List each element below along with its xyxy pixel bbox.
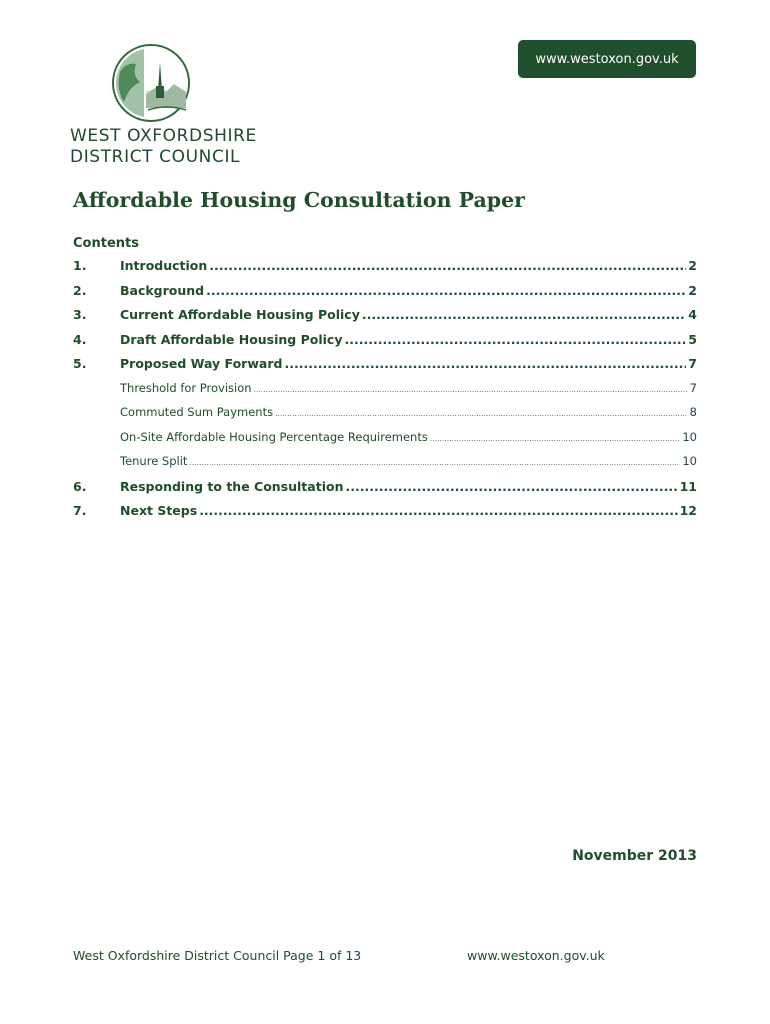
toc-dot-leader xyxy=(275,410,688,418)
toc-entry[interactable] xyxy=(73,283,697,308)
toc-entry-page-number: 12 xyxy=(679,503,697,518)
contents-heading: Contents xyxy=(73,236,139,251)
toc-entry[interactable] xyxy=(73,430,697,455)
toc-entry[interactable] xyxy=(73,307,697,332)
table-of-contents xyxy=(73,258,697,528)
toc-entry-title: Next Steps xyxy=(120,503,198,518)
toc-dot-leader xyxy=(345,332,687,347)
council-logo xyxy=(70,42,257,172)
toc-dot-leader xyxy=(206,283,686,298)
toc-entry-title: Threshold for Provision xyxy=(120,380,252,395)
toc-entry-title: Proposed Way Forward xyxy=(120,356,283,371)
toc-entry[interactable] xyxy=(73,405,697,430)
footer-website-link[interactable]: www.westoxon.gov.uk xyxy=(467,948,605,963)
toc-entry-number: 7. xyxy=(73,503,87,518)
toc-entry-page-number: 5 xyxy=(688,331,697,347)
toc-entry-title: Draft Affordable Housing Policy xyxy=(120,331,343,347)
toc-entry-page-number: 2 xyxy=(688,258,697,273)
toc-entry-number: 5. xyxy=(73,356,87,371)
toc-entry[interactable] xyxy=(73,332,697,357)
toc-entry[interactable] xyxy=(73,381,697,406)
toc-entry-number: 1. xyxy=(73,258,87,273)
toc-entry-number: 6. xyxy=(73,478,87,494)
toc-entry-page-number: 7 xyxy=(689,380,697,395)
toc-entry-title: Current Affordable Housing Policy xyxy=(120,307,360,322)
website-badge[interactable]: www.westoxon.gov.uk xyxy=(518,40,696,78)
toc-entry-page-number: 4 xyxy=(688,307,697,322)
toc-entry-number: 4. xyxy=(73,331,87,347)
toc-entry-number: 3. xyxy=(73,307,87,322)
toc-entry-page-number: 7 xyxy=(688,356,697,371)
toc-entry-page-number: 8 xyxy=(689,405,697,419)
toc-entry-title: Commuted Sum Payments xyxy=(120,405,274,419)
footer-page-info: West Oxfordshire District Council Page 1 of 13 xyxy=(73,948,362,963)
toc-entry-title: On-Site Affordable Housing Percentage Requirements xyxy=(120,429,428,444)
toc-dot-leader xyxy=(284,356,686,371)
toc-dot-leader xyxy=(189,459,680,467)
toc-dot-leader xyxy=(345,479,677,494)
toc-entry[interactable] xyxy=(73,356,697,381)
document-date: November 2013 xyxy=(572,848,697,864)
toc-dot-leader xyxy=(209,258,686,273)
toc-entry-title: Introduction xyxy=(120,258,208,273)
toc-entry[interactable] xyxy=(73,503,697,528)
document-title: Affordable Housing Consultation Paper xyxy=(73,188,525,212)
toc-entry[interactable] xyxy=(73,258,697,283)
toc-entry-title: Background xyxy=(120,282,205,298)
toc-entry-page-number: 2 xyxy=(688,282,697,298)
toc-entry-title: Tenure Split xyxy=(120,454,188,468)
toc-entry[interactable] xyxy=(73,479,697,504)
logo-text-line1: WEST OXFORDSHIRE xyxy=(70,126,257,146)
toc-dot-leader xyxy=(362,307,686,322)
toc-entry[interactable] xyxy=(73,454,697,479)
toc-entry-number: 2. xyxy=(73,282,87,298)
toc-entry-page-number: 10 xyxy=(682,429,697,444)
toc-dot-leader xyxy=(199,503,677,518)
toc-dot-leader xyxy=(430,435,681,443)
toc-entry-page-number: 10 xyxy=(682,454,697,468)
toc-entry-page-number: 11 xyxy=(679,478,697,494)
logo-text-line2: DISTRICT COUNCIL xyxy=(70,147,241,167)
toc-entry-title: Responding to the Consultation xyxy=(120,478,344,494)
toc-dot-leader xyxy=(254,386,688,394)
council-crest-icon xyxy=(106,42,196,124)
